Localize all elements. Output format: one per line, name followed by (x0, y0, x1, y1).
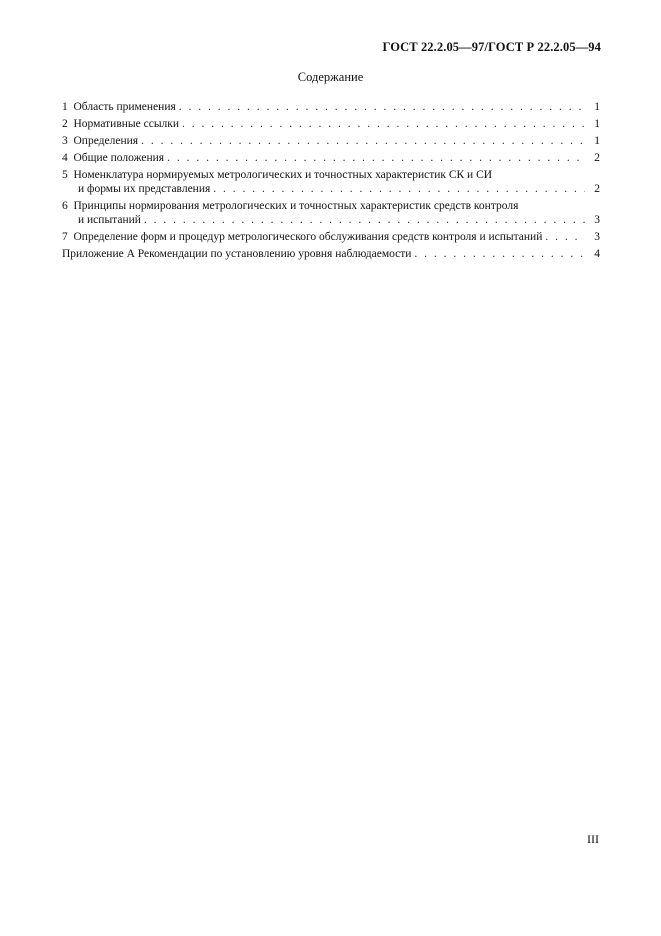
toc-entry-3[interactable] (62, 134, 600, 148)
leader-dots (144, 213, 585, 227)
toc-entry-number: 1 (62, 101, 68, 113)
toc-entry-title-continuation: и формы их представления (78, 183, 211, 195)
page-number: III (587, 832, 599, 846)
leader-dots (414, 247, 585, 261)
toc-entry-page: 1 (594, 135, 600, 147)
toc-entry-title: Общие положения (73, 152, 165, 164)
toc-entry-page: 4 (594, 248, 600, 260)
toc-entry-7[interactable] (62, 230, 600, 244)
toc-entry-number: 4 (62, 152, 68, 164)
toc-entry-6[interactable] (62, 199, 600, 227)
toc-entry-number: 2 (62, 118, 68, 130)
leader-dots (182, 117, 585, 131)
toc-entry-page: 1 (594, 101, 600, 113)
toc-entry-5[interactable] (62, 168, 600, 196)
toc-entry-page: 1 (594, 118, 600, 130)
toc-entry-page: 3 (594, 214, 600, 226)
toc-entry-title: Область применения (73, 101, 176, 113)
toc-entry-title: Определение форм и процедур метрологического обслуживания средств контроля и испытаний (73, 231, 543, 243)
toc-entry-number: 5 (62, 169, 68, 181)
toc-entry-title: Номенклатура нормируемых метрологических и точностных характеристик СК и СИ (73, 169, 493, 181)
leader-dots (167, 151, 585, 165)
toc-entry-page: 2 (594, 183, 600, 195)
toc-entry-title: Принципы нормирования метрологических и точностных характеристик средств контроля (73, 200, 519, 212)
toc-title: Содержание (297, 70, 364, 84)
toc-entry-number: 7 (62, 231, 68, 243)
table-of-contents (62, 100, 600, 264)
toc-entry-2[interactable] (62, 117, 600, 131)
toc-entry-title: Нормативные ссылки (73, 118, 180, 130)
leader-dots (213, 182, 585, 196)
toc-entry-page: 2 (594, 152, 600, 164)
toc-entry-number: 3 (62, 135, 68, 147)
toc-entry-title: Приложение А Рекомендации по установлению уровня наблюдаемости (62, 248, 412, 260)
document-code-header: ГОСТ 22.2.05—97/ГОСТ Р 22.2.05—94 (382, 40, 601, 54)
leader-dots (141, 134, 585, 148)
toc-entry-page: 3 (594, 231, 600, 243)
leader-dots (545, 230, 585, 244)
toc-entry-title: Определения (73, 135, 139, 147)
toc-entry-number: 6 (62, 200, 68, 212)
toc-entry-4[interactable] (62, 151, 600, 165)
leader-dots (179, 100, 585, 114)
toc-entry-title-continuation: и испытаний (78, 214, 141, 226)
toc-entry-1[interactable] (62, 100, 600, 114)
toc-entry-appendix-a[interactable] (62, 247, 600, 261)
